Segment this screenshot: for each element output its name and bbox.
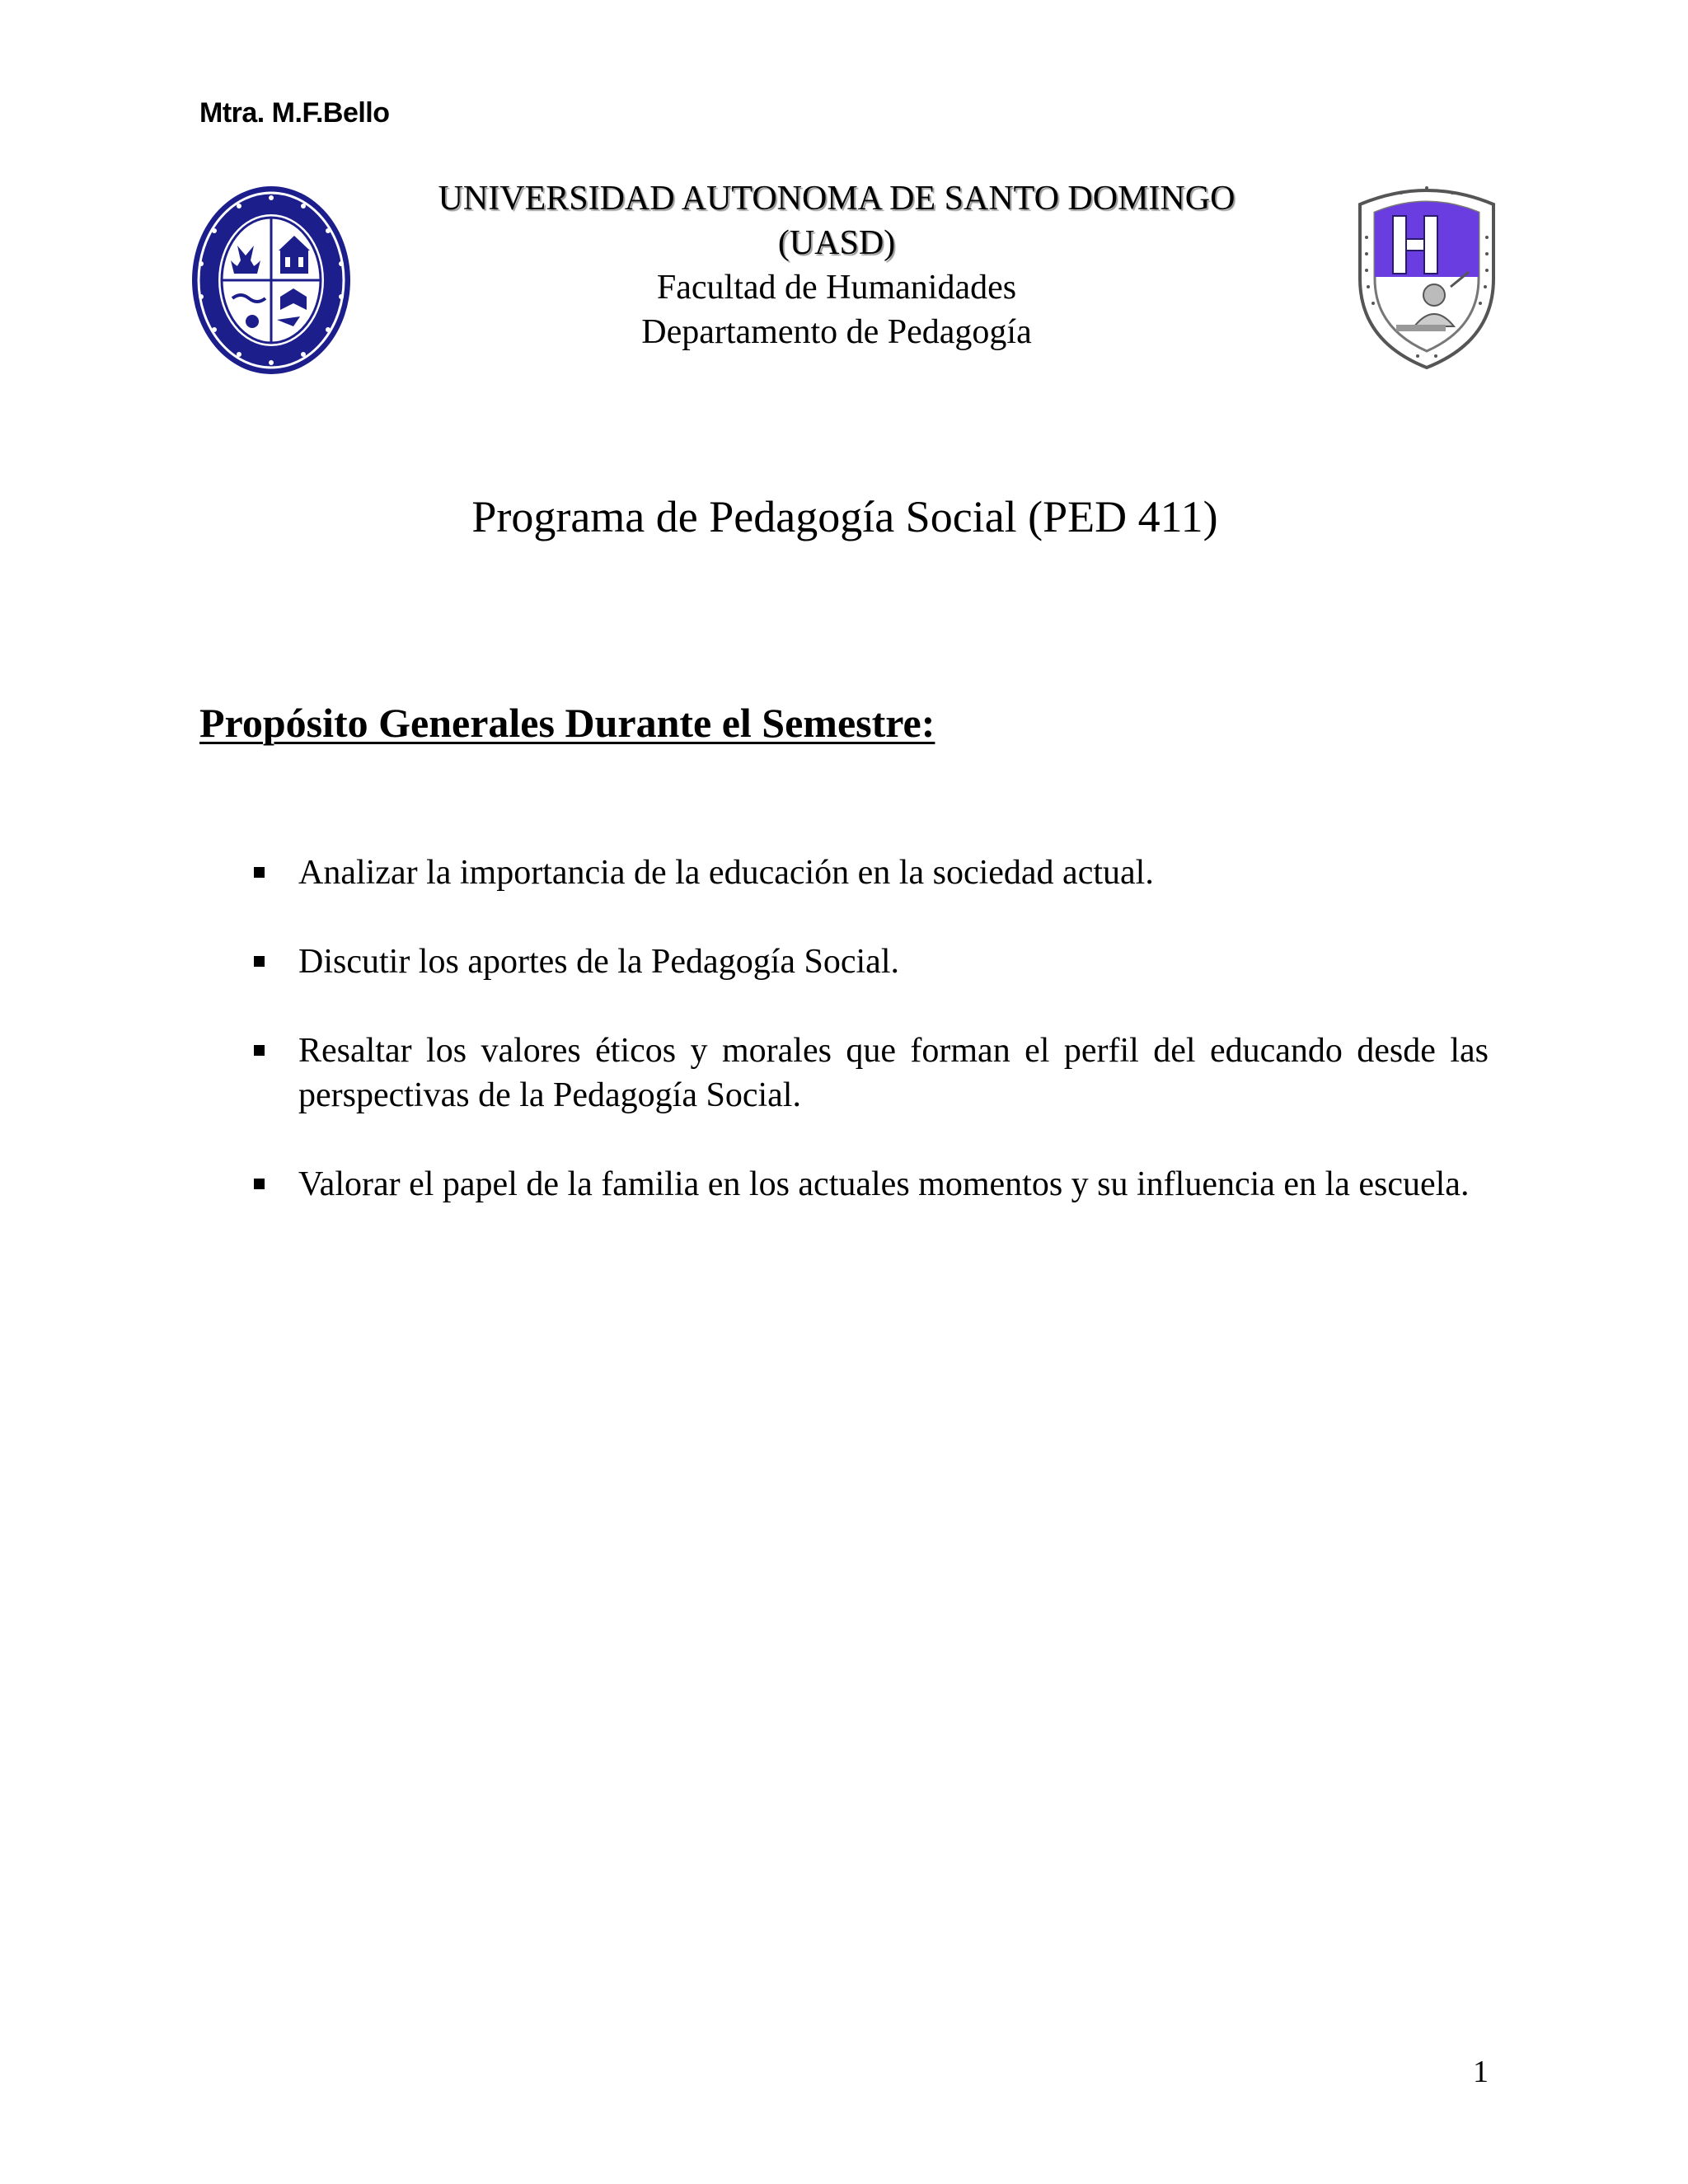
uasd-seal-icon <box>188 181 354 379</box>
author-header: Mtra. M.F.Bello <box>199 97 390 129</box>
square-bullet-icon <box>254 867 265 878</box>
faculty-name: Facultad de Humanidades <box>656 269 1017 307</box>
humanidades-seal-icon <box>1352 180 1502 371</box>
square-bullet-icon <box>254 1045 265 1056</box>
list-item <box>247 1029 1489 1118</box>
department-name: Departamento de Pedagogía <box>641 313 1032 351</box>
university-acronym: (UASD) <box>777 224 896 262</box>
list-item-text: Valorar el papel de la familia en los actuales momentos y su influencia en la escuela. <box>298 1165 1470 1203</box>
section-heading: Propósito Generales Durante el Semestre: <box>199 700 935 746</box>
square-bullet-icon <box>254 1179 265 1189</box>
institution-header <box>363 176 1311 354</box>
list-item-text: Discutir los aportes de la Pedagogía Social. <box>298 943 899 981</box>
list-item <box>247 851 1489 895</box>
list-item-text: Resaltar los valores éticos y morales que forman el perfil del educando desde las perspectivas de la Pedagogía Social. <box>298 1032 1489 1114</box>
square-bullet-icon <box>254 956 265 967</box>
list-item <box>247 1162 1489 1207</box>
program-title: Programa de Pedagogía Social (PED 411) <box>471 492 1218 541</box>
purpose-list <box>247 851 1489 1251</box>
list-item-text: Analizar la importancia de la educación en la sociedad actual. <box>298 854 1154 892</box>
list-item <box>247 940 1489 984</box>
page-number: 1 <box>1473 2055 1489 2089</box>
university-name: UNIVERSIDAD AUTONOMA DE SANTO DOMINGO <box>438 180 1236 218</box>
